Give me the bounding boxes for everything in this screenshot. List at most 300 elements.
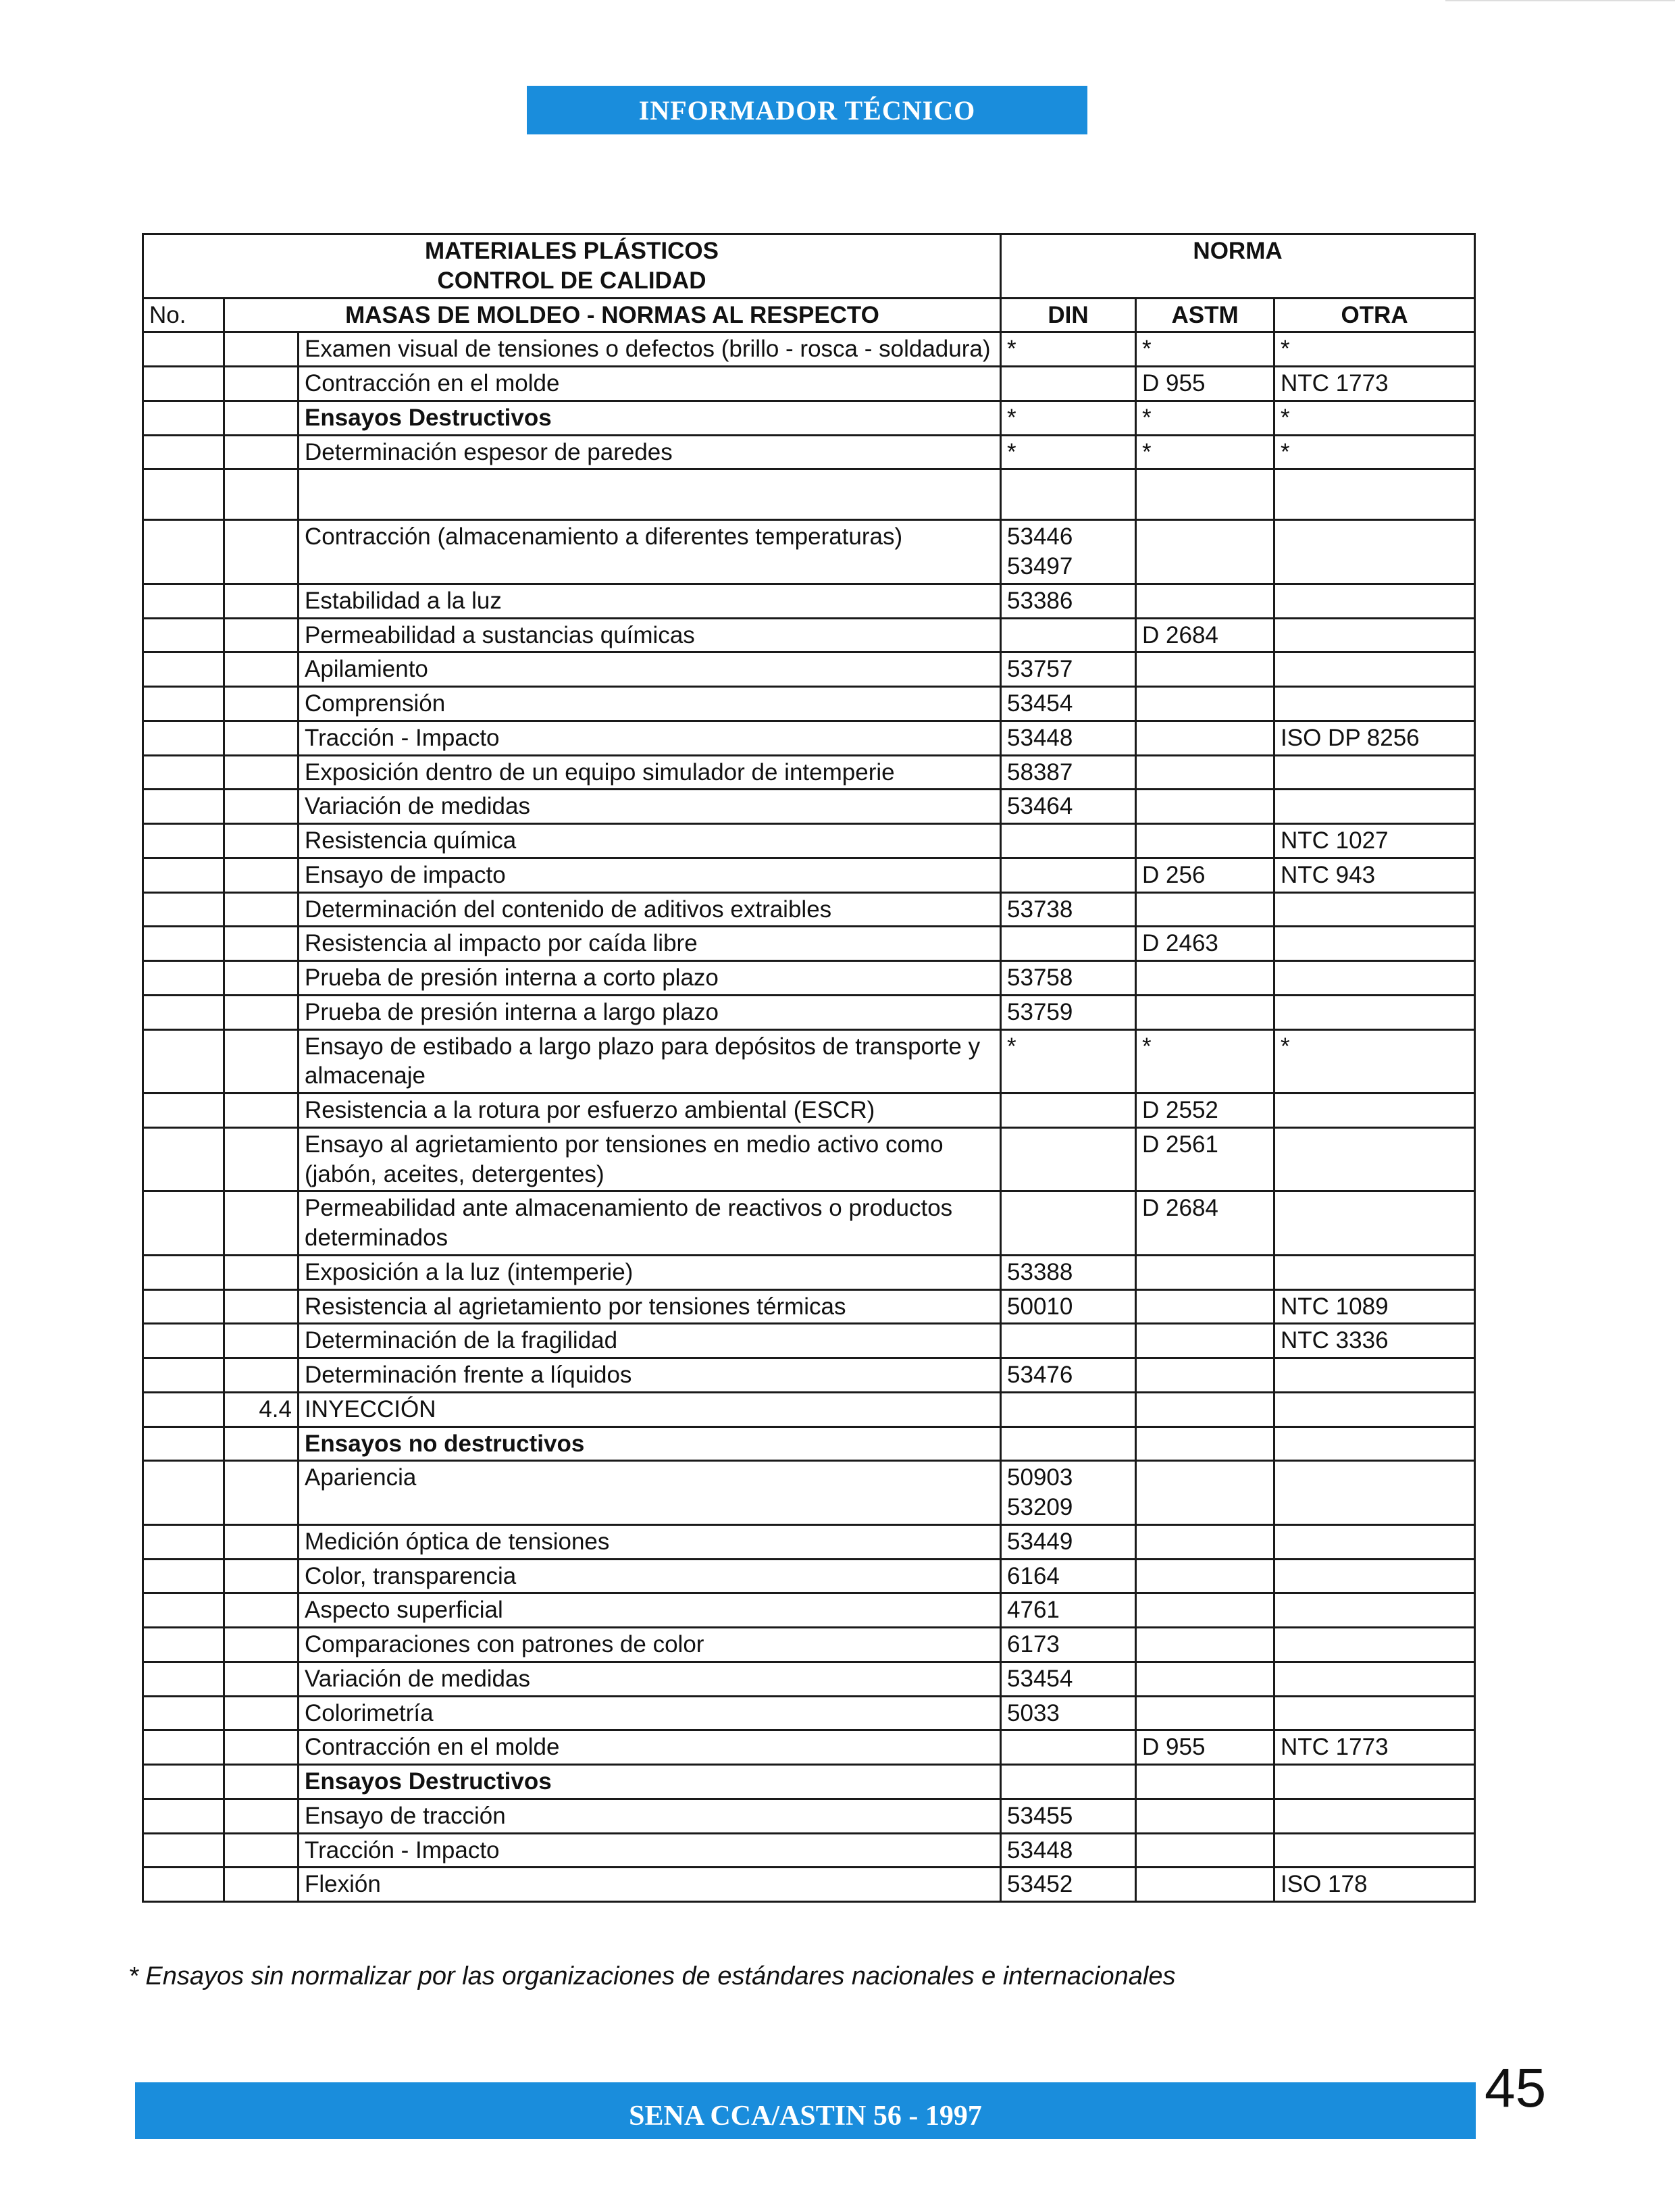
row-number [224, 435, 299, 469]
din-value: 53738 [1001, 892, 1136, 927]
otra-value [1274, 892, 1475, 927]
table-row [143, 755, 1475, 790]
otra-value [1274, 618, 1475, 652]
row-number [224, 995, 299, 1029]
din-value: 53388 [1001, 1255, 1136, 1289]
astm-value: * [1136, 1029, 1274, 1094]
otra-value [1274, 687, 1475, 721]
row-blank-cell [143, 961, 224, 996]
astm-value [1136, 961, 1274, 996]
row-blank-cell [143, 1255, 224, 1289]
row-number [224, 469, 299, 520]
row-number [224, 1730, 299, 1765]
din-value: 53757 [1001, 652, 1136, 687]
col-din-header: DIN [1001, 298, 1136, 332]
row-description: • Apariencia [299, 1461, 1001, 1525]
row-blank-cell [143, 790, 224, 824]
row-blank-cell [143, 520, 224, 584]
otra-value: ISO 178 [1274, 1868, 1475, 1902]
table-row [143, 652, 1475, 687]
table-row [143, 1127, 1475, 1191]
astm-value [1136, 1255, 1274, 1289]
din-value: 53758 [1001, 961, 1136, 996]
row-description: • Estabilidad a la luz [299, 584, 1001, 618]
din-value: 53476 [1001, 1358, 1136, 1393]
footer-banner: SENA CCA/ASTIN 56 - 1997 [135, 2082, 1476, 2139]
row-blank-cell [143, 584, 224, 618]
otra-value [1274, 1094, 1475, 1128]
row-number [224, 1628, 299, 1662]
table-row [143, 1559, 1475, 1593]
din-value: 4761 [1001, 1593, 1136, 1628]
din-value [1001, 824, 1136, 858]
din-value: * [1001, 435, 1136, 469]
row-blank-cell [143, 927, 224, 961]
astm-value [1136, 687, 1274, 721]
row-blank-cell [143, 469, 224, 520]
otra-value [1274, 1461, 1475, 1525]
row-blank-cell [143, 1029, 224, 1094]
row-description: • Resistencia a la rotura por esfuerzo ambiental (ESCR) [299, 1094, 1001, 1128]
astm-value [1136, 1833, 1274, 1868]
row-number [224, 520, 299, 584]
row-number [224, 824, 299, 858]
row-number [224, 1524, 299, 1559]
row-description: • Comprensión [299, 687, 1001, 721]
row-description: Ensayos Destructivos [299, 401, 1001, 435]
row-blank-cell [143, 995, 224, 1029]
row-number [224, 1094, 299, 1128]
row-number [224, 927, 299, 961]
row-number [224, 858, 299, 892]
din-value: 53386 [1001, 584, 1136, 618]
header-banner: INFORMADOR TÉCNICO [527, 86, 1087, 134]
row-blank-cell [143, 367, 224, 401]
din-value [1001, 1730, 1136, 1765]
astm-value: * [1136, 332, 1274, 367]
row-number [224, 755, 299, 790]
otra-value [1274, 1593, 1475, 1628]
table-header-row-2 [143, 298, 1475, 332]
row-description: • Tracción - Impacto [299, 1833, 1001, 1868]
table-row [143, 367, 1475, 401]
row-description: Ensayos no destructivos [299, 1426, 1001, 1461]
otra-value [1274, 790, 1475, 824]
row-number [224, 687, 299, 721]
row-blank-cell [143, 1426, 224, 1461]
row-description: • Medición óptica de tensiones [299, 1524, 1001, 1559]
row-blank-cell [143, 1094, 224, 1128]
row-description: • Color, transparencia [299, 1559, 1001, 1593]
astm-value [1136, 520, 1274, 584]
astm-value: D 2684 [1136, 1191, 1274, 1256]
din-value: 53446 53497 [1001, 520, 1136, 584]
table-row [143, 1029, 1475, 1094]
astm-value: * [1136, 435, 1274, 469]
astm-value: D 2463 [1136, 927, 1274, 961]
table-row [143, 1524, 1475, 1559]
din-value [1001, 1765, 1136, 1799]
row-description: • Exposición dentro de un equipo simulador de intemperie [299, 755, 1001, 790]
row-blank-cell [143, 618, 224, 652]
astm-value: D 2684 [1136, 618, 1274, 652]
astm-value [1136, 1765, 1274, 1799]
din-value: 53452 [1001, 1868, 1136, 1902]
table-row [143, 520, 1475, 584]
din-value: 50903 53209 [1001, 1461, 1136, 1525]
row-blank-cell [143, 332, 224, 367]
astm-value [1136, 1524, 1274, 1559]
astm-value [1136, 1662, 1274, 1696]
din-value: 50010 [1001, 1289, 1136, 1324]
table-row [143, 858, 1475, 892]
din-value [1001, 367, 1136, 401]
astm-value [1136, 1392, 1274, 1426]
otra-value: NTC 1773 [1274, 1730, 1475, 1765]
row-blank-cell [143, 892, 224, 927]
row-description: • Resistencia química [299, 824, 1001, 858]
standards-table [142, 233, 1476, 1903]
row-blank-cell [143, 1833, 224, 1868]
row-number [224, 1191, 299, 1256]
row-number [224, 1799, 299, 1833]
row-description: • Exposición a la luz (intemperie) [299, 1255, 1001, 1289]
row-blank-cell [143, 401, 224, 435]
row-number [224, 790, 299, 824]
row-description: • Prueba de presión interna a corto plazo [299, 961, 1001, 996]
row-blank-cell [143, 1868, 224, 1902]
astm-value: D 955 [1136, 367, 1274, 401]
otra-value: NTC 943 [1274, 858, 1475, 892]
row-blank-cell [143, 1593, 224, 1628]
row-blank-cell [143, 755, 224, 790]
astm-value [1136, 1358, 1274, 1393]
table-row [143, 790, 1475, 824]
table-row [143, 927, 1475, 961]
row-description: • Resistencia al agrietamiento por tensiones térmicas [299, 1289, 1001, 1324]
otra-value [1274, 961, 1475, 996]
table-row [143, 469, 1475, 520]
din-value: 53448 [1001, 721, 1136, 755]
table-title-line1: MATERIALES PLÁSTICOS [425, 238, 719, 264]
row-blank-cell [143, 1662, 224, 1696]
din-value: 5033 [1001, 1696, 1136, 1730]
astm-value: D 2552 [1136, 1094, 1274, 1128]
table-row [143, 1094, 1475, 1128]
otra-value: NTC 1027 [1274, 824, 1475, 858]
table-row [143, 1358, 1475, 1393]
otra-value [1274, 755, 1475, 790]
row-number [224, 1765, 299, 1799]
astm-value [1136, 790, 1274, 824]
row-blank-cell [143, 652, 224, 687]
otra-value [1274, 1765, 1475, 1799]
otra-value [1274, 1628, 1475, 1662]
astm-value [1136, 995, 1274, 1029]
table-row [143, 1628, 1475, 1662]
din-value: 53454 [1001, 687, 1136, 721]
table-row [143, 1730, 1475, 1765]
row-description: INYECCIÓN [299, 1392, 1001, 1426]
row-description: • Comparaciones con patrones de color [299, 1628, 1001, 1662]
row-number [224, 1324, 299, 1358]
table-row [143, 1593, 1475, 1628]
table-header-row-1 [143, 234, 1475, 299]
astm-value [1136, 1559, 1274, 1593]
row-number [224, 652, 299, 687]
row-description: • Examen visual de tensiones o defectos (brillo - rosca - soldadura) [299, 332, 1001, 367]
otra-value [1274, 1127, 1475, 1191]
astm-value [1136, 721, 1274, 755]
astm-value [1136, 1593, 1274, 1628]
col-otra-header: OTRA [1274, 298, 1475, 332]
table-row [143, 961, 1475, 996]
astm-value [1136, 1461, 1274, 1525]
table-row [143, 1392, 1475, 1426]
din-value: 53454 [1001, 1662, 1136, 1696]
row-description: Ensayos Destructivos [299, 1765, 1001, 1799]
row-description: • Permeabilidad ante almacenamiento de reactivos o productos determinados [299, 1191, 1001, 1256]
row-description: • Ensayo de impacto [299, 858, 1001, 892]
otra-value [1274, 1191, 1475, 1256]
din-value [1001, 1426, 1136, 1461]
table-row [143, 435, 1475, 469]
row-blank-cell [143, 1559, 224, 1593]
row-number [224, 1868, 299, 1902]
row-number [224, 1358, 299, 1393]
otra-value: NTC 1773 [1274, 367, 1475, 401]
row-blank-cell [143, 687, 224, 721]
row-number [224, 1461, 299, 1525]
col-no-header: No. [143, 298, 224, 332]
table-row [143, 1696, 1475, 1730]
din-value: 53449 [1001, 1524, 1136, 1559]
din-value: * [1001, 332, 1136, 367]
row-description: • Determinación del contenido de aditivos extraibles [299, 892, 1001, 927]
norma-header: NORMA [1001, 234, 1475, 299]
table-row [143, 1289, 1475, 1324]
table-row [143, 1765, 1475, 1799]
otra-value [1274, 927, 1475, 961]
astm-value [1136, 1426, 1274, 1461]
astm-value [1136, 1324, 1274, 1358]
row-blank-cell [143, 1358, 224, 1393]
row-number [224, 961, 299, 996]
din-value: 53464 [1001, 790, 1136, 824]
row-number [224, 1593, 299, 1628]
row-number [224, 1289, 299, 1324]
table-row [143, 1461, 1475, 1525]
table-row [143, 1255, 1475, 1289]
row-number [224, 584, 299, 618]
table-row [143, 1868, 1475, 1902]
otra-value [1274, 1662, 1475, 1696]
row-description: • Variación de medidas [299, 790, 1001, 824]
row-number [224, 1559, 299, 1593]
table-title-line2: CONTROL DE CALIDAD [437, 267, 706, 294]
otra-value [1274, 1799, 1475, 1833]
table-row [143, 1324, 1475, 1358]
top-edge-line [1445, 0, 1675, 1]
table-row [143, 618, 1475, 652]
otra-value [1274, 520, 1475, 584]
row-number [224, 618, 299, 652]
otra-value [1274, 1833, 1475, 1868]
row-description: • Contracción en el molde [299, 1730, 1001, 1765]
row-description: • Flexión [299, 1868, 1001, 1902]
row-description: • Determinación frente a líquidos [299, 1358, 1001, 1393]
row-description: • Apilamiento [299, 652, 1001, 687]
table-row [143, 824, 1475, 858]
otra-value [1274, 1524, 1475, 1559]
astm-value [1136, 584, 1274, 618]
din-value [1001, 618, 1136, 652]
row-blank-cell [143, 1799, 224, 1833]
table-row [143, 687, 1475, 721]
table-row [143, 1799, 1475, 1833]
row-number [224, 1127, 299, 1191]
astm-value: * [1136, 401, 1274, 435]
col-astm-header: ASTM [1136, 298, 1274, 332]
row-number [224, 1833, 299, 1868]
din-value: 6173 [1001, 1628, 1136, 1662]
otra-value [1274, 1358, 1475, 1393]
row-blank-cell [143, 1730, 224, 1765]
astm-value [1136, 652, 1274, 687]
otra-value: ISO DP 8256 [1274, 721, 1475, 755]
table-row [143, 995, 1475, 1029]
table-row [143, 892, 1475, 927]
astm-value [1136, 1799, 1274, 1833]
astm-value: D 2561 [1136, 1127, 1274, 1191]
table-row [143, 584, 1475, 618]
din-value: 58387 [1001, 755, 1136, 790]
astm-value [1136, 1868, 1274, 1902]
otra-value: * [1274, 332, 1475, 367]
astm-value [1136, 824, 1274, 858]
astm-value: D 256 [1136, 858, 1274, 892]
col-desc-header: MASAS DE MOLDEO - NORMAS AL RESPECTO [224, 298, 1001, 332]
row-number [224, 1696, 299, 1730]
otra-value: NTC 1089 [1274, 1289, 1475, 1324]
row-blank-cell [143, 1461, 224, 1525]
otra-value: * [1274, 401, 1475, 435]
row-number [224, 892, 299, 927]
row-description: • Tracción - Impacto [299, 721, 1001, 755]
din-value: 53455 [1001, 1799, 1136, 1833]
otra-value [1274, 1426, 1475, 1461]
astm-value [1136, 1628, 1274, 1662]
row-description: • Determinación espesor de paredes [299, 435, 1001, 469]
row-blank-cell [143, 1765, 224, 1799]
din-value [1001, 1191, 1136, 1256]
otra-value [1274, 995, 1475, 1029]
table-row [143, 1426, 1475, 1461]
row-description: • Colorimetría [299, 1696, 1001, 1730]
row-blank-cell [143, 1191, 224, 1256]
row-number [224, 367, 299, 401]
astm-value: D 955 [1136, 1730, 1274, 1765]
din-value: 53759 [1001, 995, 1136, 1029]
row-blank-cell [143, 1127, 224, 1191]
row-blank-cell [143, 1324, 224, 1358]
table-row [143, 721, 1475, 755]
astm-value [1136, 1289, 1274, 1324]
row-description: • Permeabilidad a sustancias químicas [299, 618, 1001, 652]
otra-value: * [1274, 435, 1475, 469]
table-row [143, 1662, 1475, 1696]
astm-value [1136, 1696, 1274, 1730]
row-description: • Contracción (almacenamiento a diferentes temperaturas) [299, 520, 1001, 584]
row-number: 4.4 [224, 1392, 299, 1426]
otra-value: NTC 3336 [1274, 1324, 1475, 1358]
otra-value [1274, 652, 1475, 687]
din-value: * [1001, 401, 1136, 435]
row-blank-cell [143, 435, 224, 469]
astm-value [1136, 755, 1274, 790]
row-number [224, 401, 299, 435]
table-row [143, 332, 1475, 367]
otra-value [1274, 469, 1475, 520]
row-description: • Contracción en el molde [299, 367, 1001, 401]
din-value [1001, 1094, 1136, 1128]
din-value: * [1001, 1029, 1136, 1094]
otra-value [1274, 1559, 1475, 1593]
astm-value [1136, 469, 1274, 520]
row-description: • Determinación de la fragilidad [299, 1324, 1001, 1358]
otra-value [1274, 1392, 1475, 1426]
din-value [1001, 927, 1136, 961]
otra-value [1274, 1255, 1475, 1289]
table-title-cell [143, 234, 1001, 299]
otra-value: * [1274, 1029, 1475, 1094]
row-description [299, 469, 1001, 520]
row-blank-cell [143, 1696, 224, 1730]
table-row [143, 1191, 1475, 1256]
row-blank-cell [143, 824, 224, 858]
row-description: • Prueba de presión interna a largo plazo [299, 995, 1001, 1029]
row-blank-cell [143, 858, 224, 892]
row-number [224, 1029, 299, 1094]
otra-value [1274, 584, 1475, 618]
din-value [1001, 469, 1136, 520]
row-description: • Ensayo de tracción [299, 1799, 1001, 1833]
row-number [224, 1662, 299, 1696]
table-row [143, 401, 1475, 435]
row-blank-cell [143, 1289, 224, 1324]
row-blank-cell [143, 1524, 224, 1559]
din-value [1001, 1127, 1136, 1191]
row-number [224, 721, 299, 755]
astm-value [1136, 892, 1274, 927]
otra-value [1274, 1696, 1475, 1730]
din-value: 6164 [1001, 1559, 1136, 1593]
page-number: 45 [1485, 2057, 1547, 2119]
row-number [224, 332, 299, 367]
din-value [1001, 1392, 1136, 1426]
din-value [1001, 858, 1136, 892]
row-description: • Resistencia al impacto por caída libre [299, 927, 1001, 961]
row-description: • Ensayo al agrietamiento por tensiones en medio activo como (jabón, aceites, detergentes) [299, 1127, 1001, 1191]
footnote: * Ensayos sin normalizar por las organizaciones de estándares nacionales e internacionales [128, 1962, 1176, 1990]
row-blank-cell [143, 721, 224, 755]
row-number [224, 1426, 299, 1461]
din-value: 53448 [1001, 1833, 1136, 1868]
row-blank-cell [143, 1628, 224, 1662]
row-description: • Variación de medidas [299, 1662, 1001, 1696]
row-number [224, 1255, 299, 1289]
row-blank-cell [143, 1392, 224, 1426]
